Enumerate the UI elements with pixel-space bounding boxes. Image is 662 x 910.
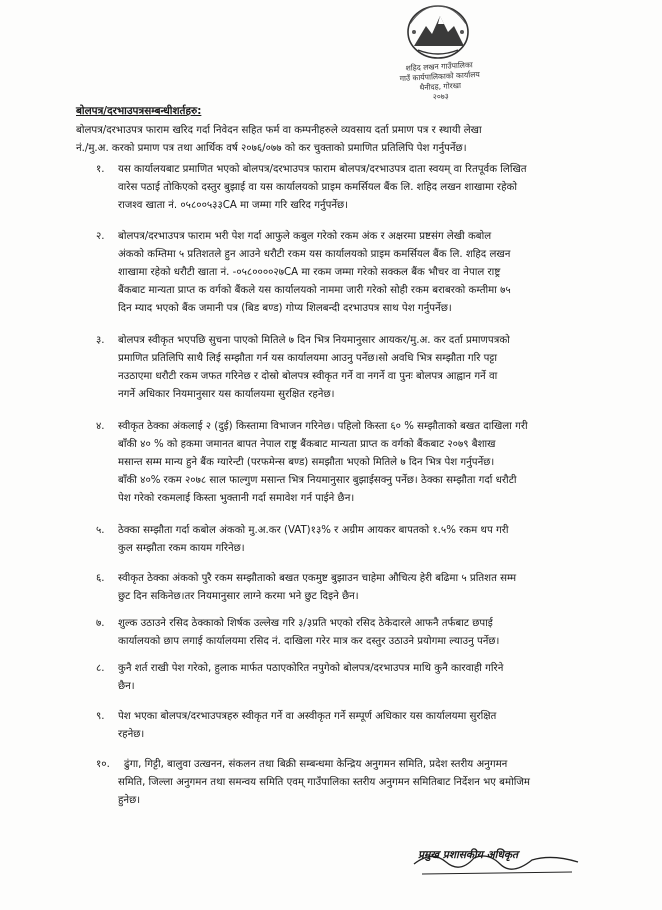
item-line: बाँकी ४० % को हकमा जमानत बापत नेपाल राष्ट्र बैंकबाट मान्यता प्राप्त क वर्गको बैंकबाट २०७९ बैशाख: [118, 439, 496, 450]
item-line: अंकको कम्तिमा ५ प्रतिशतले हुन आउने धरौटी रकम यस कार्यालयको प्राइम कमर्सियल बैंक लि. शहिद लखन: [118, 249, 511, 260]
item-line: कुनै शर्त राखी पेश गरेको, हुलाक मार्फत पठाएकोरित नपुगेको बोलपत्र/दरभाउपत्र माथि कुनै कारवाही गरिने: [118, 663, 504, 674]
item-number: ९.: [96, 711, 105, 722]
item-line: बोलपत्र/दरभाउपत्र फाराम भरी पेश गर्दा आफुले कबुल गरेको रकम अंक र अक्षरमा प्रष्टसंग लेखी कबोल: [118, 231, 492, 242]
item-number: ८.: [96, 663, 105, 674]
item-line: छुट दिन सकिनेछ।तर नियमानुसार लाग्ने करमा भने छुट दिइने छैन।: [118, 591, 359, 602]
intro-line: नं./मु.अ. करको प्रमाण पत्र तथा आर्थिक वर्ष २०७६/०७७ को कर चुक्ताको प्रमाणित प्रतिलिपि पेश गर्नुपर्नेछ।: [76, 143, 467, 154]
item-line: पेश गरेको रकमलाई किस्ता भुक्तानी गर्दा समावेश गर्न पाईने छैन।: [118, 493, 355, 504]
stamp-line: थैनीदह, गोरखा: [419, 80, 462, 93]
item-line: नउठाएमा धरौटी रकम जफत गरिनेछ र दोस्रो बोलपत्र स्वीकृत गर्ने वा नगर्ने वा पुनः बोलपत्र आह्वान गर्ने वा: [118, 371, 498, 382]
item-line: ढुंगा, गिट्टी, बालुवा उत्खनन, संकलन तथा बिक्री सम्बन्धमा केन्द्रिय अनुगमन समिति, प्रदेश स्तरीय अनुगमन: [124, 759, 508, 770]
item-line: पेश भएका बोलपत्र/दरभाउपत्रहरु स्वीकृत गर्ने वा अस्वीकृत गर्ने सम्पूर्ण अधिकार यस कार्यालयमा सुरक्षित: [118, 711, 497, 722]
municipality-seal-icon: [392, 2, 484, 68]
stamp-line: शहिद लखन गाउँपालिका: [405, 60, 473, 73]
item-line: राजश्व खाता नं. ०५८००५३३CA मा जम्मा गरि खरिद गर्नुपर्नेछ।: [118, 200, 349, 211]
item-line: बोलपत्र स्वीकृत भएपछि सुचना पाएको मितिले ७ दिन भित्र नियमानुसार आयकर/मु.अ. कर दर्ता प्रमाणपत्रको: [118, 335, 510, 346]
item-line: छैन।: [118, 681, 135, 692]
item-line: स्वीकृत ठेक्का अंकलाई २ (दुई) किस्तामा विभाजन गरिनेछ। पहिलो किस्ता ६० % सम्झौताको बखत दाखिला गरी: [118, 421, 528, 432]
item-line: रहनेछ।: [118, 729, 145, 740]
item-line: शुल्क उठाउने रसिद ठेक्काको शिर्षक उल्लेख गरि ३/३प्रति भएको रसिद ठेकेदारले आफनै तर्फबाट छपाई: [118, 618, 493, 629]
item-line: मसान्त सम्म मान्य हुने बैंक ग्यारेन्टी (परफमेन्स बण्ड) समझौता भएको मितिले ७ दिन भित्र पेश गर्नुपर्नेछ।: [118, 457, 495, 468]
item-line: दिन म्याद भएको बैंक जमानी पत्र (बिड बण्ड) गोप्य शिलबन्दी दरभाउपत्र साथ पेश गर्नुपर्नेछ।: [118, 303, 452, 314]
item-number: १.: [96, 164, 105, 175]
item-line: बैंकबाट मान्यता प्राप्त क वर्गको बैंकले यस कार्यालयको नाममा जारी गरेको सोही रकम बराबरको कम्तीमा ७५: [118, 285, 511, 296]
item-number: १०.: [96, 759, 110, 770]
item-number: ३.: [96, 335, 105, 346]
stamp-line: गाउँ कार्यपालिकाको कार्यालय: [399, 69, 480, 84]
item-line: यस कार्यालयबाट प्रमाणित भएको बोलपत्र/दरभाउपत्र फाराम बोलपत्र/दरभाउपत्र दाता स्वयम् वा रितपूर्वक लिखित: [118, 164, 527, 175]
item-number: ५.: [96, 525, 105, 536]
item-line: शाखामा रहेको धरौटी खाता नं. -०५८००००२७CA मा रकम जम्मा गरेको सक्कल बैंक भौचर वा नेपाल राष्ट्र: [118, 267, 501, 278]
intro-line: बोलपत्र/दरभाउपत्र फाराम खरिद गर्दा निवेदन सहित फर्म वा कम्पनीहरुले व्यवसाय दर्ता प्रमाण पत्र र स्थायी लेखा: [76, 125, 482, 136]
item-line: कार्यालयको छाप लगाई कार्यालयमा रसिद नं. दाखिला गरेर मात्र कर दस्तुर उठाउने प्रयोगमा ल्याउनु पर्नेछ।: [118, 636, 500, 647]
item-line: नगर्ने अधिकार नियमानुसार यस कार्यालयमा सुरक्षित रहनेछ।: [118, 389, 335, 400]
item-number: ६.: [96, 573, 105, 584]
item-number: ४.: [96, 421, 105, 432]
item-line: प्रमाणित प्रतिलिपि साथै लिई सम्झौता गर्न यस कार्यालयमा आउनु पर्नेछ।सो अवधि भित्र सम्झौता गरि पट्टा: [118, 353, 498, 364]
item-line: कुल सम्झौता रकम कायम गरिनेछ।: [118, 543, 245, 554]
item-line: स्वीकृत ठेक्का अंकको पुरै रकम सम्झौताको बखत एकमुष्ट बुझाउन चाहेमा औचित्य हेरी बढिमा ५ प्रतिशत सम्म: [118, 573, 517, 584]
document-heading: बोलपत्र/दरभाउपत्रसम्बन्धीशर्तहरु:: [76, 105, 202, 117]
signature-title: प्रमुख प्रशासकीय अधिकृत: [418, 849, 519, 861]
item-line: वारेस पठाई तोकिएको दस्तुर बुझाई वा यस कार्यालयको प्राइम कमर्सियल बैंक लि. शहिद लखन शाखामा रहेको: [118, 182, 517, 193]
item-number: ७.: [96, 618, 105, 629]
stamp-line: २०७३: [432, 91, 449, 102]
item-line: बाँकी ४०% रकम २०७८ साल फाल्गुण मसान्त भित्र नियमानुसार बुझाईसक्नु पर्नेछ। ठेक्का सम्झौता गर्दा धरौटी: [118, 475, 517, 486]
item-line: हुनेछ।: [118, 795, 141, 806]
item-line: ठेक्का सम्झौता गर्दा कबोल अंकको मु.अ.कर (VAT)१३% र अग्रीम आयकर बापतको १.५% रकम थप गरी: [118, 525, 509, 536]
item-number: २.: [96, 231, 105, 242]
item-line: समिति, जिल्ला अनुगमन तथा समन्वय समिति एवम् गाउँपालिका स्तरीय अनुगमन समितिबाट निर्देशन भए बमोजिम: [118, 777, 531, 788]
office-stamp: [379, 59, 501, 105]
